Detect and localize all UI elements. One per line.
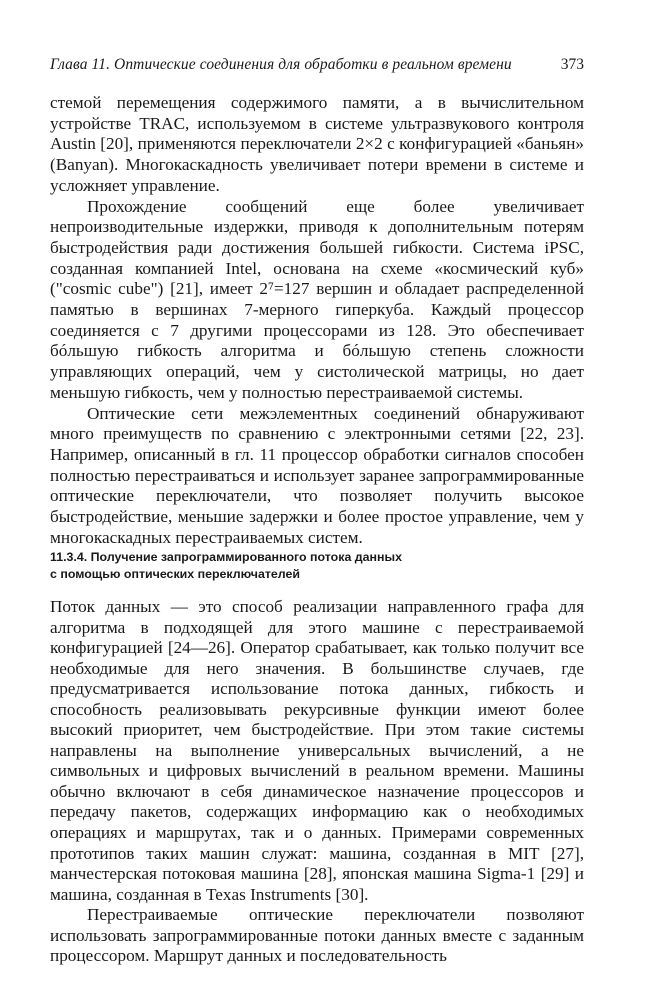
paragraph-dataflow: Поток данных — это способ реализации направленного графа для алгоритма в подходящей для этого машине с перестраиваемой конфигурацией [24—26]. Оператор срабатывает, как только получит все необходимые для него значения. В большинстве случаев, где предусматривается использование потока данных, гибкость и способность реализовывать рекурсивные функции имеют более высокий приоритет, чем быстродействие. При этом такие системы направлены на выполнение универсальных вычислений, а не символьных и цифровых вычислений в реальном времени. Машины обычно включают в себя динамическое назначение процессоров и передачу пакетов, содержащих информацию как о необходимых операциях и маршрутах, так и о данных. Примерами современных прототипов таких машин служат: машина, созданная в MIT [27], манчестерская потоковая машина [28], японская машина Sigma-1 [29] и машина, созданная в Texas Instruments [30]. <box>50 597 584 904</box>
paragraph-reconfigurable-switches: Перестраиваемые оптические переключатели позволяют использовать запрограммированные потоки данных вместе с заданным процессором. Маршрут данных и последовательность <box>50 905 584 966</box>
running-head <box>50 56 584 80</box>
text-block-bottom <box>50 597 584 967</box>
paragraph-optical-networks: Оптические сети межэлементных соединений обнаруживают много преимуществ по сравнению с электронными сетями [22, 23]. Например, описанный в гл. 11 процессор обработки сигналов способен полностью перестраиваться и использует заранее запрограммированные оптические переключатели, что позволяет получить высокое быстродействие, меньшие задержки и более простое управление, чем у многокаскадных перестраиваемых систем. <box>50 403 584 547</box>
chapter-title: Глава 11. Оптические соединения для обработки в реальном времени <box>50 56 512 73</box>
page-number: 373 <box>560 56 584 73</box>
text-block-top <box>50 93 584 548</box>
section-heading-line-1: 11.3.4. Получение запрограммированного потока данных <box>50 550 402 564</box>
paragraph-continued: стемой перемещения содержимого памяти, а в вычислительном устройстве TRAC, используемом в системе ультразвукового контроля Austin [20], применяются переключатели 2×2 с конфигурацией «баньян» (Banyan). Многокаскадность увеличивает потери времени в системе и усложняет управление. <box>50 93 584 195</box>
paragraph-message-passing: Прохождение сообщений еще более увеличивает непроизводительные издержки, приводя к дополнительным потерям быстродействия ради достижения большей гибкости. Система iPSC, созданная компанией Intel, основана на схеме «космический куб» ("cosmic cube") [21], имеет 2⁷=127 вершин и обладает распределенной памятью в вершинах 7-мерного гиперкуба. Каждый процессор соединяется с 7 другими процессорами из 128. Это обеспечивает бóльшую гибкость алгоритма и бóльшую степень сложности управляющих операций, чем у систолической матрицы, но дает меньшую гибкость, чем у полностью перестраиваемой системы. <box>50 196 584 402</box>
section-heading-line-2: с помощью оптических переключателей <box>50 567 301 581</box>
section-heading <box>50 549 584 583</box>
